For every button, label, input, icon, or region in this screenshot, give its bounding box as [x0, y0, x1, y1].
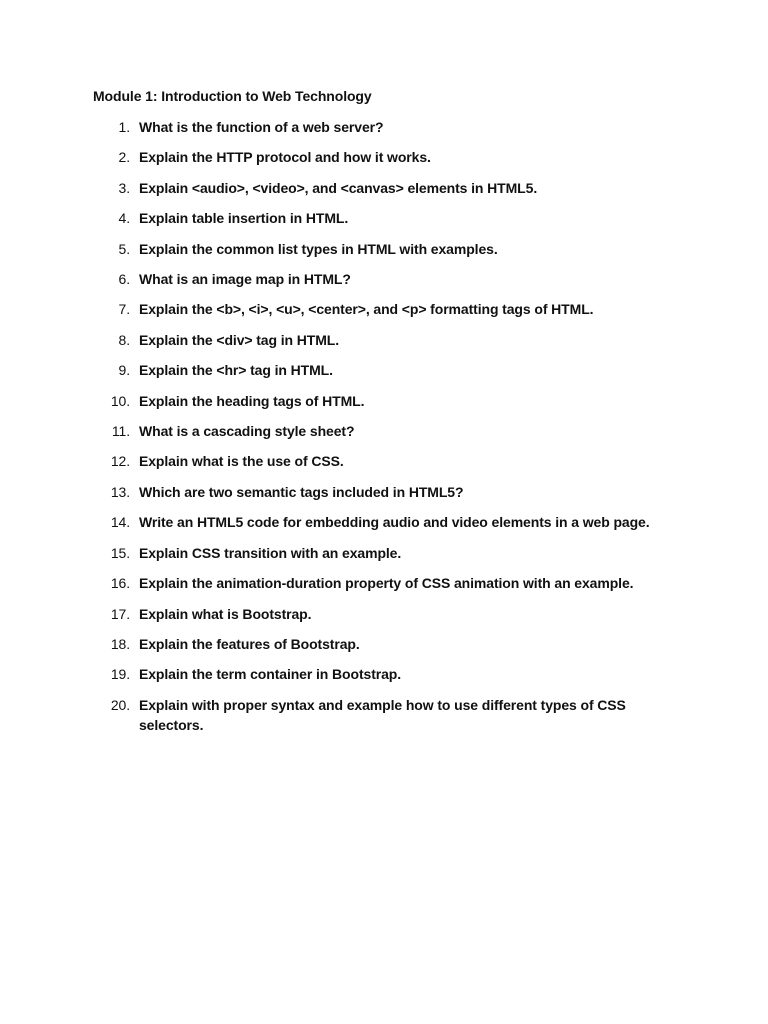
question-item [0, 573, 768, 593]
question-text: Explain the <div> tag in HTML. [139, 331, 340, 348]
question-number: 3. [118, 179, 130, 196]
question-text: What is an image map in HTML? [139, 271, 351, 288]
question-number: 4. [118, 210, 130, 227]
question-text: Explain the term container in Bootstrap. [139, 666, 402, 683]
question-number: 19. [110, 666, 130, 683]
question-text: Explain the HTTP protocol and how it works. [139, 149, 431, 166]
question-text: Explain the <hr> tag in HTML. [139, 362, 333, 379]
question-item [0, 451, 768, 471]
question-number: 9. [118, 362, 130, 379]
question-number: 2. [118, 149, 130, 166]
question-text: Explain the animation-duration property of CSS animation with an example. [139, 575, 634, 592]
document-title: Module 1: Introduction to Web Technology [93, 88, 372, 104]
question-text: What is a cascading style sheet? [139, 423, 355, 440]
question-number: 13. [110, 483, 130, 500]
question-text: Write an HTML5 code for embedding audio and video elements in a web page. [139, 514, 650, 531]
question-text: Explain what is Bootstrap. [139, 605, 312, 622]
question-number: 20. [110, 696, 130, 713]
question-item [0, 543, 768, 563]
question-text: Explain table insertion in HTML. [139, 210, 349, 227]
question-list [0, 117, 768, 746]
question-item [0, 178, 768, 198]
question-number: 7. [118, 301, 130, 318]
question-item [0, 695, 768, 736]
question-item [0, 299, 768, 319]
question-item [0, 117, 768, 137]
question-item [0, 391, 768, 411]
question-item [0, 269, 768, 289]
question-number: 14. [110, 514, 130, 531]
question-item [0, 604, 768, 624]
question-number: 12. [110, 453, 130, 470]
question-item [0, 512, 768, 532]
question-text: Explain the heading tags of HTML. [139, 392, 365, 409]
question-number: 10. [110, 392, 130, 409]
question-text: Explain the features of Bootstrap. [139, 635, 360, 652]
question-number: 8. [118, 331, 130, 348]
question-item [0, 664, 768, 684]
question-item [0, 634, 768, 654]
question-item [0, 360, 768, 380]
question-text: Explain the common list types in HTML with examples. [139, 240, 498, 257]
question-text: What is the function of a web server? [139, 119, 384, 135]
question-number: 1. [118, 119, 130, 135]
question-text: Explain CSS transition with an example. [139, 544, 402, 561]
question-item [0, 482, 768, 502]
question-text: Explain the <b>, <i>, <u>, <center>, and <p> formatting tags of HTML. [139, 301, 594, 318]
question-number: 15. [110, 544, 130, 561]
question-item [0, 239, 768, 259]
question-text: Explain with proper syntax and example how to use different types of CSS selectors. [139, 696, 626, 734]
question-number: 16. [110, 575, 130, 592]
question-number: 17. [110, 605, 130, 622]
question-number: 5. [118, 240, 130, 257]
question-item [0, 147, 768, 167]
question-text: Which are two semantic tags included in HTML5? [139, 483, 464, 500]
question-number: 18. [110, 635, 130, 652]
question-text: Explain <audio>, <video>, and <canvas> elements in HTML5. [139, 179, 538, 196]
question-item [0, 330, 768, 350]
question-text: Explain what is the use of CSS. [139, 453, 344, 470]
question-item [0, 208, 768, 228]
question-item [0, 421, 768, 441]
question-number: 6. [118, 271, 130, 288]
question-number: 11. [111, 423, 130, 440]
